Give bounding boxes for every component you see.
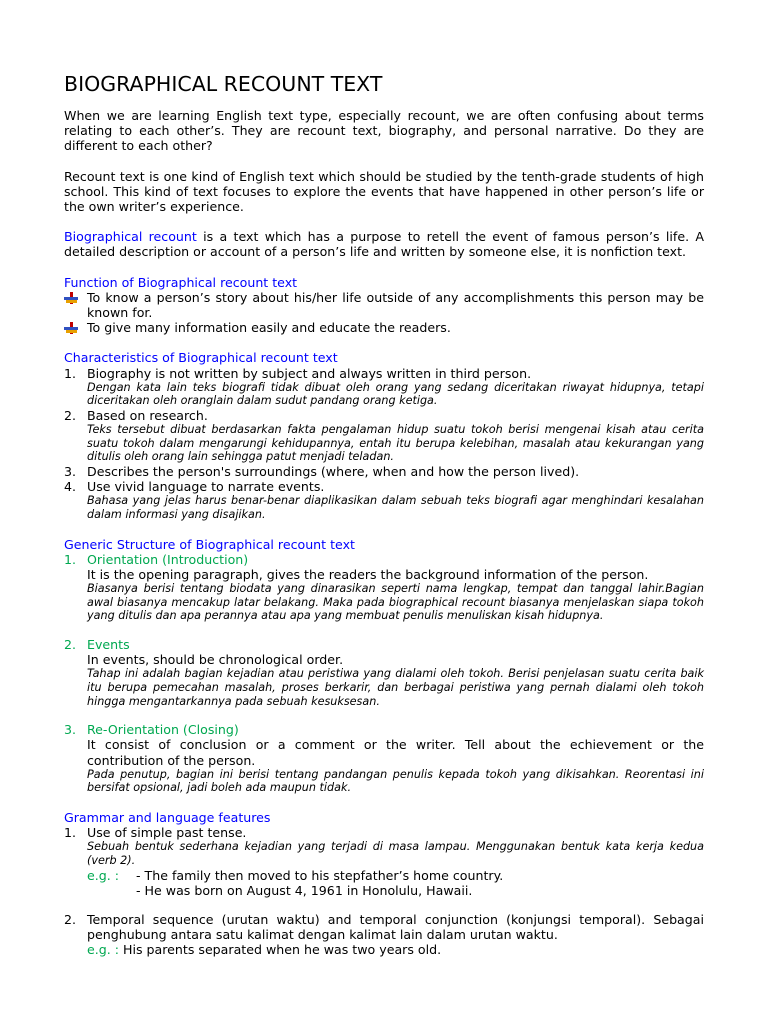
example-text: - The family then moved to his stepfather’s home country. (136, 867, 504, 883)
item-number: 3. (64, 464, 77, 480)
intro-paragraph-2: Recount text is one kind of English text which should be studied by the tenth-grade students of high school. This kind of text focuses to explore the events that have happened in other person’s life or the own writer’s experience. (64, 168, 704, 215)
structure-note: Pada penutup, bagian ini berisi tentang pandangan penulis kepada tokoh yang dikisahkan. Reorentasi ini bersifat opsional, jadi boleh ada maupun tidak. (87, 767, 704, 795)
characteristic-item (64, 366, 704, 408)
example-text: - He was born on August 4, 1961 in Honolulu, Hawaii. (136, 882, 473, 898)
structure-item (64, 722, 704, 795)
grammar-text: Use of simple past tense. (87, 825, 247, 841)
structure-title: Events (87, 637, 130, 652)
characteristic-text: Based on research. (87, 408, 208, 424)
structure-note: Biasanya berisi tentang biodata yang dinarasikan seperti nama lengkap, tempat dan tanggal lahir.Bagian awal biasanya mencakup latar belakang. Maka pada biographical recount biasanya menjelaskan siapa tokoh yang ditulis dan apa perannya atau apa yang membuat penulis menuliskan kisah hidupnya. (87, 582, 704, 623)
bullet-icon (64, 322, 78, 334)
grammar-heading: Grammar and language features (64, 809, 271, 825)
grammar-note: Sebuah bentuk sederhana kejadian yang terjadi di masa lampau. Menggunakan bentuk kata kerja kedua (verb 2). (87, 840, 704, 867)
grammar-item (64, 825, 704, 898)
example-label: e.g. : (87, 867, 119, 883)
bullet-icon (64, 292, 78, 304)
example-label: e.g. : (87, 942, 119, 958)
characteristic-note: Bahasa yang jelas harus benar-benar diaplikasikan dalam sebuah teks biografi agar menghindari kesalahan dalam informasi yang disajikan. (87, 494, 704, 522)
grammar-item (64, 912, 704, 958)
structure-text: In events, should be chronological order. (87, 652, 344, 668)
characteristic-note: Dengan kata lain teks biografi tidak dibuat oleh orang yang sedang diceritakan riwayat hidupnya, tetapi diceritakan oleh oranglain dalam sudut pandang orang ketiga. (87, 380, 704, 408)
characteristic-item (64, 464, 704, 479)
structure-note: Tahap ini adalah bagian kejadian atau peristiwa yang dialami oleh tokoh. Berisi penjelasan suatu cerita baik itu berupa pemecahan masalah, proses berkarir, dan berbagai peristiwa yang pernah dialami oleh tokoh hingga mengantarkannya pada sebuah kesuksesan. (87, 667, 704, 708)
function-item (64, 290, 704, 320)
structure-item (64, 552, 704, 623)
structure-title: Re-Orientation (Closing) (87, 722, 239, 738)
item-number: 2. (64, 911, 77, 927)
structure-item (64, 637, 704, 708)
characteristic-item (64, 479, 704, 521)
characteristics-heading: Characteristics of Biographical recount text (64, 350, 338, 366)
function-heading: Function of Biographical recount text (64, 274, 298, 290)
document-page (64, 72, 704, 958)
item-number: 2. (64, 637, 77, 652)
item-number: 1. (64, 825, 77, 841)
item-number: 3. (64, 722, 77, 738)
function-item (64, 320, 704, 335)
example-text: His parents separated when he was two years old. (123, 942, 442, 958)
definition-text: is a text which has a purpose to retell the event of famous person’s life. A detailed description or account of a person’s life and written by someone else, it is nonfiction text. (64, 229, 705, 260)
characteristic-text: Describes the person's surroundings (where, when and how the person lived). (87, 464, 580, 480)
page-title: BIOGRAPHICAL RECOUNT TEXT (64, 72, 383, 96)
definition-paragraph (64, 229, 704, 259)
structure-text: It is the opening paragraph, gives the readers the background information of the person. (87, 567, 649, 583)
grammar-text: Temporal sequence (urutan waktu) and temporal conjunction (konjungsi temporal). Sebagai penghubung antara satu kalimat dengan kalimat lain dalam urutan waktu. (87, 911, 704, 943)
structure-text: It consist of conclusion or a comment or the writer. Tell about the echievement or the contribution of the person. (87, 737, 704, 768)
item-number: 1. (64, 551, 77, 567)
structure-title: Orientation (Introduction) (87, 551, 249, 567)
characteristic-item (64, 408, 704, 464)
characteristic-note: Teks tersebut dibuat berdasarkan fakta pengalaman hidup suatu tokoh berisi mengenai kisah atau cerita suatu tokoh dalam mengarungi kehidupannya, entah itu berupa kelebihan, masalah atau kekurangan yang ditulis oleh orang lain sehingga patut menjadi teladan. (87, 423, 704, 464)
characteristic-text: Biography is not written by subject and always written in third person. (87, 365, 532, 381)
function-item-text: To know a person’s story about his/her life outside of any accomplishments this person may be known for. (87, 289, 704, 321)
structure-heading: Generic Structure of Biographical recount text (64, 536, 355, 552)
definition-term: Biographical recount (64, 229, 197, 245)
function-item-text: To give many information easily and educate the readers. (87, 320, 451, 336)
intro-paragraph-1: When we are learning English text type, especially recount, we are often confusing about terms relating to each other’s. They are recount text, biography, and personal narrative. Do they are different to each other? (64, 108, 704, 154)
item-number: 2. (64, 408, 77, 424)
item-number: 1. (64, 365, 77, 381)
characteristic-text: Use vivid language to narrate events. (87, 479, 325, 495)
item-number: 4. (64, 479, 77, 495)
